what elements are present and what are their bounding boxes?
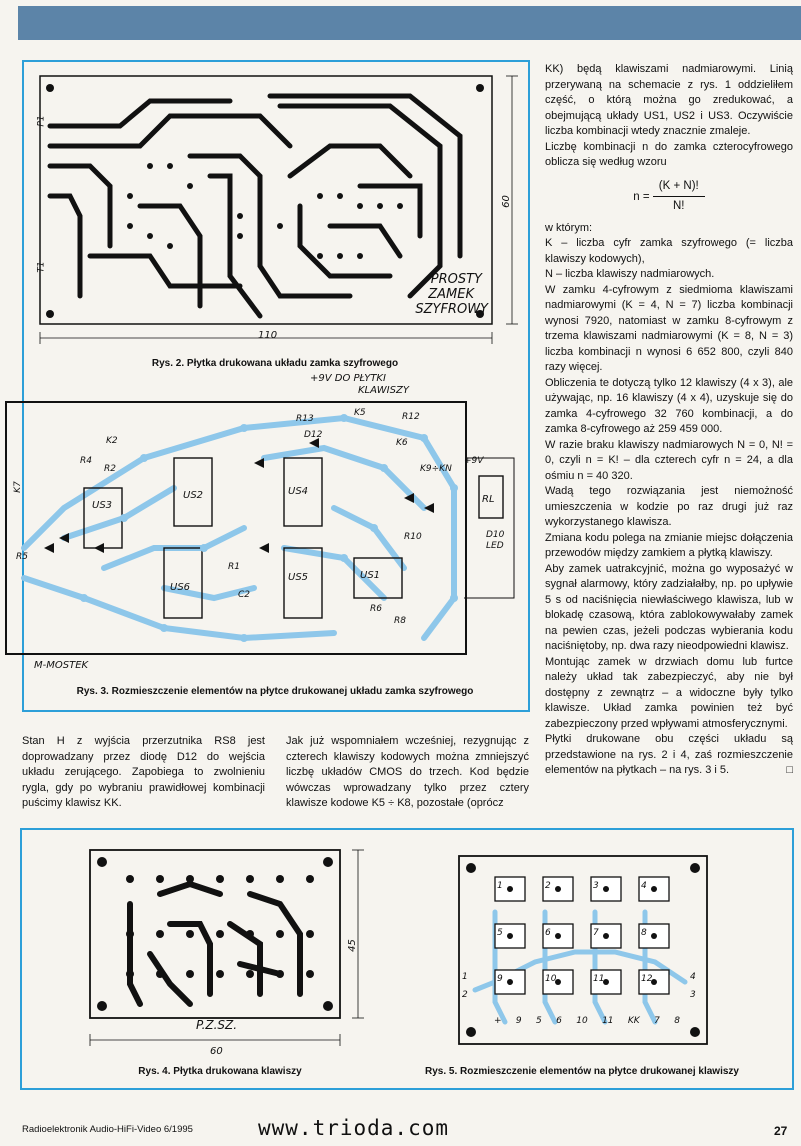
fig3-part-t2: K6: [396, 438, 408, 448]
fig5-key-1: 1: [497, 881, 503, 891]
right-paragraph-6: W zamku 4-cyfrowym z siedmioma klawiszami nadmiarowymi (K = 4, N = 7) liczba kombinacji wynosi 7920, natomiast w zamku 8-cyfrowym z trzema klawiszami nadmiarowymi (K = 8, N = 3) liczba kombinacji n wynosi 6 652 800, czyli 840 razy więcej.: [545, 283, 793, 373]
fig5-key-10: 10: [545, 974, 557, 984]
fig5-key-2: 2: [545, 881, 551, 891]
fig2-caption: Rys. 2. Płytka drukowana układu zamka szyfrowego: [151, 358, 399, 369]
fig3-part-t1: K5: [354, 408, 366, 418]
fig3-part-c2: C2: [238, 590, 251, 600]
fig3-top-label-line-2: KLAWISZY: [358, 385, 409, 396]
formula-lhs: n =: [633, 190, 650, 203]
fig3-ic-us3: US3: [92, 500, 113, 511]
fig2-dim-width: 110: [258, 330, 278, 341]
fig3-led-label: [486, 530, 504, 552]
fig5-key-11: 11: [593, 974, 605, 984]
fig3-relay-label: RL: [482, 494, 495, 505]
fig3-ic-us5: US5: [288, 572, 309, 583]
right-paragraph-13: [545, 732, 793, 779]
fig3-part-r12: R12: [402, 412, 420, 422]
right-paragraph-11: Aby zamek uatrakcyjnić, można go wyposażyć w sygnał alarmowy, który zadziałałby, np. po upływie 5 s od naciśnięcia niewłaściwego klawisza, lub w blokadę czasową, która zablokowywałaby zamek na pewien czas, jeżeli podczas wybierania kodu naciśniętoby, np. dwa razy nieodpowiedni klawisz.: [545, 562, 793, 652]
right-paragraph-9: Wadą tego rozwiązania jest niemożność umieszczenia w kodzie po raz drugi już raz wykorzystanego klawisza.: [545, 485, 793, 528]
fig5-bottom-5: 5: [536, 1016, 542, 1026]
fig5-bottom-7: 7: [654, 1016, 660, 1026]
fig5-side-left-2: 2: [462, 990, 468, 1000]
fig3-ic-us4: US4: [288, 486, 309, 497]
fig5-key-6: 6: [545, 928, 551, 938]
right-column: [545, 62, 793, 779]
fig5-bottom-6: 6: [556, 1016, 562, 1026]
fig3-ic-us6: US6: [170, 582, 191, 593]
right-paragraph-12: Montując zamek w drzwiach domu lub furtce należy układ tak zabezpieczyć, aby nie był dostępny z zewnątrz – a widoczne były tylko klawisze. Układ zamka powinien też być zabezpieczony przed wpływami atmosferycznymi.: [545, 655, 793, 730]
fig3-part-r4: R4: [80, 456, 92, 466]
fig3-ic-us1: US1: [360, 570, 381, 581]
formula-fraction: [653, 179, 705, 215]
fig5-bottom-10: 10: [576, 1016, 588, 1026]
fig4-dim-height: 45: [346, 939, 358, 952]
fig3-part-r2: R2: [104, 464, 116, 474]
fig3-mostek-label: M-MOSTEK: [34, 660, 89, 671]
header-band: [18, 6, 801, 40]
fig5-side-right-3: 3: [690, 990, 696, 1000]
footer-journal: Radioelektronik Audio-HiFi-Video 6/1995: [22, 1124, 193, 1135]
fig3-part-k9kn: K9÷KN: [420, 464, 452, 474]
end-mark: □: [786, 764, 793, 776]
fig5-bottom-9: 9: [515, 1016, 522, 1026]
fig3-part-r6: R6: [370, 604, 382, 614]
footer-url: www.trioda.com: [258, 1116, 450, 1140]
fig2-dim-height: 60: [500, 195, 512, 208]
formula-numerator: (K + N)!: [653, 179, 705, 198]
fig3-part-r8: R8: [394, 616, 406, 626]
column-1: Stan H z wyjścia przerzutnika RS8 jest doprowadzany przez diodę D12 do wejścia układu zerującego. Zapobiega to zwolnieniu rygla, gdy po wybraniu prawidłowej kombinacji puścimy klawisz KK.: [22, 735, 265, 809]
page-number: 27: [774, 1124, 788, 1138]
column-2: Jak już wspomniałem wcześniej, rezygnując z czterech klawiszy kodowych można zmniejszyć liczbę układów CMOS do trzech. Kod będzie wówczas wprowadzany tylko przez cztery klawisze kodowe K5 ÷ K8, pozostałe (oprócz: [286, 735, 529, 809]
fig4-dim-width: 60: [210, 1046, 223, 1057]
fig3-led-label-line-1: D10: [486, 530, 505, 540]
fig5-bottom-kk: KK: [627, 1016, 640, 1026]
fig3-top-label: [310, 373, 409, 397]
fig5-caption: Rys. 5. Rozmieszczenie elementów na płytce drukowanej klawiszy: [424, 1066, 739, 1077]
fig5-key-4: 4: [641, 881, 647, 891]
fig5-side-left-1: 1: [462, 972, 468, 982]
fig5-key-5: 5: [497, 928, 503, 938]
fig5-bottom-11: 11: [602, 1016, 614, 1026]
fig5-key-3: 3: [593, 881, 599, 891]
fig5-bottom-plus: +: [494, 1016, 502, 1026]
right-paragraph-1: KK) będą klawiszami nadmiarowymi. Linią przerywaną na schemacie z rys. 1 oddzieliłem część, o którą można go zredukować, a obejmującą układy US1, US2 i US3. Oczywiście liczba kombinacji wtedy znacznie zmaleje.: [545, 63, 793, 137]
right-paragraph-7: Obliczenia te dotyczą tylko 12 klawiszy (4 x 3), ale używając, np. 16 klawiszy (4 x 4), uzyskuje się do zamka 4-cyfrowego 32 760 kombinacji, a do zamka 8-cyfrowego aż 259 459 000.: [545, 376, 793, 435]
fig3-caption: Rys. 3. Rozmieszczenie elementów na płytce drukowanej układu zamka szyfrowego: [76, 686, 474, 697]
fig2-corner-label-p1: P1: [36, 115, 47, 127]
fig3-ic-us2: US2: [183, 490, 204, 501]
right-paragraph-4: K – liczba cyfr zamka szyfrowego (= liczba klawiszy kodowych),: [545, 237, 793, 265]
fig5-key-9: 9: [497, 974, 503, 984]
fig2-corner-label-t1: T1: [36, 261, 47, 273]
formula-denominator: N!: [673, 200, 685, 212]
right-paragraph-8: W razie braku klawiszy nadmiarowych N = 0, N! = 0, czyli n = K! – dla czterech cyfr n = 24, a dla ośmiu n = 40 320.: [545, 438, 793, 482]
fig5-bottom-8: 8: [674, 1016, 680, 1026]
fig2-title-line-1: PROSTY: [430, 272, 482, 287]
fig3-part-r1: R1: [228, 562, 240, 572]
right-paragraph-3: w którym:: [545, 221, 593, 234]
fig3-layout-drawing: [4, 398, 528, 660]
fig5-key-8: 8: [641, 928, 647, 938]
right-paragraph-2: Liczbę kombinacji n do zamka czterocyfrowego oblicza się według wzoru: [545, 140, 793, 168]
fig3-part-r5: R5: [16, 552, 28, 562]
fig3-part-9v: +9V: [464, 456, 484, 466]
fig5-key-12: 12: [641, 974, 653, 984]
right-paragraph-13-text: Płytki drukowane obu części układu są przedstawione na rys. 2 i 4, zaś rozmieszczenie elementów na płytkach – na rys. 3 i 5.: [545, 733, 793, 776]
fig2-title: [412, 272, 488, 317]
fig3-led-label-line-2: LED: [486, 541, 504, 551]
fig3-part-d12: D12: [304, 430, 323, 440]
fig3-part-k4: K2: [106, 436, 118, 446]
fig3-part-k5: K7: [12, 481, 23, 493]
fig3-part-r13: R13: [296, 414, 314, 424]
fig2-title-line-2: ZAMEK: [428, 287, 474, 302]
fig2-title-line-3: SZYFROWY: [415, 302, 488, 317]
fig5-side-right-4: 4: [690, 972, 696, 982]
fig5-key-7: 7: [593, 928, 599, 938]
combination-formula: [545, 179, 793, 215]
fig4-caption: Rys. 4. Płytka drukowana klawiszy: [138, 1066, 302, 1077]
right-paragraph-5: N – liczba klawiszy nadmiarowych.: [545, 268, 715, 280]
fig5-bottom-labels: [494, 1016, 680, 1026]
fig3-part-r10: R10: [404, 532, 422, 542]
fig4-board-label: P.Z.SZ.: [196, 1018, 238, 1032]
fig3-top-label-line-1: +9V DO PŁYTKI: [310, 373, 386, 384]
right-paragraph-10: Zmiana kodu polega na zmianie miejsc dołączenia przewodów między zamkiem a płytką klawiszy.: [545, 531, 793, 559]
